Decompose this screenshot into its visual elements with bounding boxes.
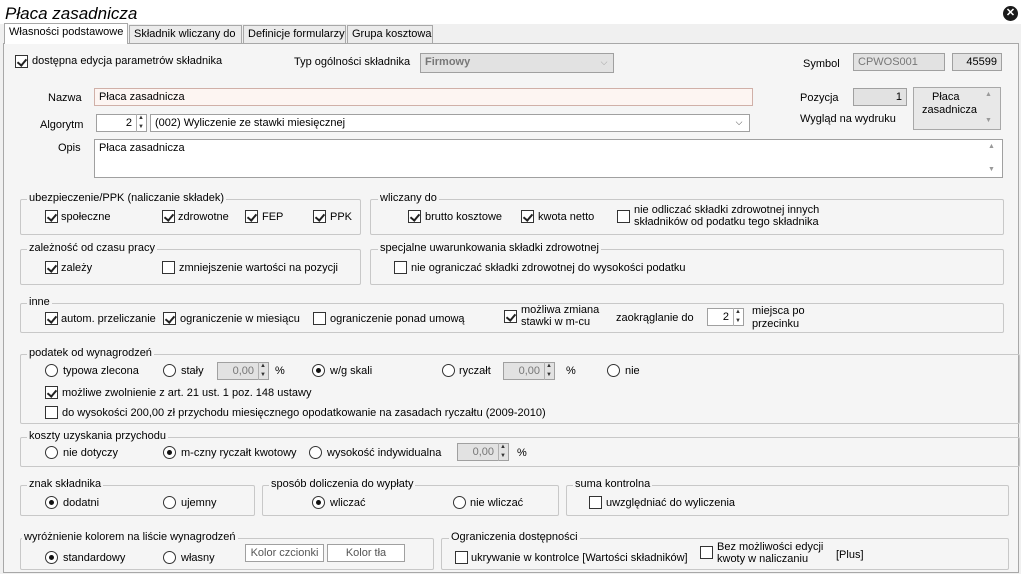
symbol-number <box>952 53 1002 71</box>
zdrowotne-checkbox[interactable] <box>162 210 175 223</box>
symbol-field <box>853 53 945 71</box>
nie-dotyczy-radio[interactable] <box>45 446 58 459</box>
nie-ograniczac-checkbox[interactable] <box>394 261 407 274</box>
fep-checkbox[interactable] <box>245 210 258 223</box>
bez-edycji-checkbox[interactable] <box>700 546 713 559</box>
typ-select[interactable] <box>420 53 614 73</box>
opis-value: Płaca zasadnicza <box>99 142 185 154</box>
dodatni-radio[interactable] <box>45 496 58 509</box>
ogr-mies-checkbox[interactable] <box>163 312 176 325</box>
title-bar <box>0 0 1021 24</box>
kolor-czcionki-label: Kolor czcionki <box>250 547 319 559</box>
close-icon[interactable]: ✕ <box>1003 6 1018 21</box>
zaokr-label: zaokrąglanie do <box>616 312 694 324</box>
ryczalt-radio[interactable] <box>442 364 455 377</box>
chevron-down-icon: ⌵ <box>735 117 743 127</box>
zaleznosc-title: zależność od czasu pracy <box>29 242 155 254</box>
nie-wliczac-radio[interactable] <box>453 496 466 509</box>
ograniczenia-title: Ograniczenia dostępności <box>451 531 578 543</box>
nie-odliczac-line-2: składników od podatku tego składnika <box>634 216 819 228</box>
nie-radio[interactable] <box>607 364 620 377</box>
spoleczne-label: społeczne <box>61 211 111 223</box>
typ-label: Typ ogólności składnika <box>294 56 411 68</box>
staly-spin-icon[interactable]: ▲ ▼ <box>258 362 267 380</box>
staly-value: 0,00 <box>232 365 254 377</box>
zmiana-checkbox[interactable] <box>504 310 517 323</box>
edit-label: dostępna edycja parametrów składnika <box>32 55 223 67</box>
ogr-mies-label: ograniczenie w miesiącu <box>180 313 300 325</box>
window-title: Płaca zasadnicza <box>5 4 138 23</box>
zmniejszenie-checkbox[interactable] <box>162 261 175 274</box>
ubezp-title: ubezpieczenie/PPK (naliczanie składek) <box>29 192 225 204</box>
koszty-pct: % <box>517 447 527 459</box>
suma-title: suma kontrolna <box>575 478 651 490</box>
miejsca-line-1: miejsca po <box>752 305 805 317</box>
autom-checkbox[interactable] <box>45 312 58 325</box>
brutto-label: brutto kosztowe <box>425 211 503 223</box>
wlasny-radio[interactable] <box>163 551 176 564</box>
bez-edycji-line-1: Bez możliwości edycji <box>717 541 824 553</box>
staly-pct: % <box>275 365 285 377</box>
wliczac-radio[interactable] <box>312 496 325 509</box>
zalezy-label: zależy <box>61 262 93 274</box>
typowa-radio[interactable] <box>45 364 58 377</box>
mczny-label: m-czny ryczałt kwotowy <box>181 447 297 459</box>
fep-label: FEP <box>262 211 284 223</box>
zdrowotne-label: zdrowotne <box>178 211 229 223</box>
typowa-label: typowa zlecona <box>63 365 139 377</box>
miejsca-label <box>752 305 805 331</box>
bez-edycji-line-2: kwoty w naliczaniu <box>717 553 809 565</box>
algorytm-value: (002) Wyliczenie ze stawki miesięcznej <box>155 117 346 129</box>
nazwa-label: Nazwa <box>48 92 82 104</box>
tab-definicje[interactable]: Definicje formularzy <box>243 25 346 43</box>
podatek-title: podatek od wynagrodzeń <box>29 347 152 359</box>
dodatni-label: dodatni <box>63 497 100 509</box>
nie-ograniczac-label: nie ograniczać składki zdrowotnej do wysokości podatku <box>411 262 686 274</box>
algorytm-select[interactable] <box>150 114 750 132</box>
wliczac-label: wliczać <box>330 497 366 509</box>
uwzgl-checkbox[interactable] <box>589 496 602 509</box>
kolor-tla-label: Kolor tła <box>345 547 387 559</box>
zmiana-line-1: możliwa zmiana <box>521 304 600 316</box>
opis-textarea[interactable] <box>94 139 1003 178</box>
tab-wlasnosci[interactable]: Własności podstawowe <box>4 23 128 44</box>
symbol-label: Symbol <box>803 58 840 70</box>
wyroznienie-title: wyróżnienie kolorem na liście wynagrodzeń <box>24 531 236 543</box>
wyglad-label: Wygląd na wydruku <box>800 113 896 125</box>
nazwa-input[interactable] <box>94 88 753 106</box>
chevron-down-icon: ⌵ <box>600 57 608 67</box>
do-wysokosci-checkbox[interactable] <box>45 406 58 419</box>
do-wysokosci-label: do wysokości 200,00 zł przychodu miesięcznego opodatkowanie na zasadach ryczałtu (2009-2010) <box>62 407 546 419</box>
zmniejszenie-label: zmniejszenie wartości na pozycji <box>179 262 338 274</box>
zmiana-label <box>521 304 599 328</box>
ujemny-radio[interactable] <box>163 496 176 509</box>
koszty-spin-icon[interactable]: ▲ ▼ <box>498 443 507 461</box>
standardowy-label: standardowy <box>63 552 126 564</box>
algorytm-label: Algorytm <box>40 119 84 131</box>
spoleczne-checkbox[interactable] <box>45 210 58 223</box>
algorytm-num: 2 <box>125 117 132 129</box>
ujemny-label: ujemny <box>181 497 217 509</box>
scroll-down-icon: ▼ <box>988 166 995 173</box>
wys-ind-radio[interactable] <box>309 446 322 459</box>
kolor-tla-button[interactable] <box>327 544 405 562</box>
ryczalt-value: 0,00 <box>518 365 540 377</box>
symbol-value: CPWOS001 <box>858 56 918 68</box>
scroll-up-icon: ▲ <box>988 143 995 150</box>
nie-odliczac-label <box>634 204 819 228</box>
nie-odliczac-line-1: nie odliczać składki zdrowotnej innych <box>634 204 820 216</box>
zaokr-spin-icon[interactable]: ▲ ▼ <box>733 308 742 326</box>
autom-label: autom. przeliczanie <box>61 313 156 325</box>
sposob-title: sposób doliczenia do wypłaty <box>271 478 414 490</box>
wys-ind-label: wysokość indywidualna <box>327 447 442 459</box>
opis-label: Opis <box>58 142 81 154</box>
scroll-up-icon: ▲ <box>985 91 992 98</box>
scroll-down-icon: ▼ <box>985 117 992 124</box>
nie-dotyczy-label: nie dotyczy <box>63 447 119 459</box>
staly-radio[interactable] <box>163 364 176 377</box>
nazwa-value: Płaca zasadnicza <box>99 91 185 103</box>
typ-value: Firmowy <box>425 56 471 68</box>
ryczalt-spin-icon[interactable]: ▲ ▼ <box>544 362 553 380</box>
wyglad-line-2: zasadnicza <box>922 104 978 116</box>
staly-label: stały <box>181 365 204 377</box>
uwzgl-label: uwzględniać do wyliczenia <box>606 497 736 509</box>
pozycja-value: 1 <box>895 91 902 103</box>
brutto-checkbox[interactable] <box>408 210 421 223</box>
zmiana-line-2: stawki w m-cu <box>521 316 591 328</box>
ukrywanie-checkbox[interactable] <box>455 551 468 564</box>
pozycja-field <box>853 88 907 106</box>
koszty-value: 0,00 <box>472 446 494 458</box>
ppk-label: PPK <box>330 211 353 223</box>
tab-grupa-kosztowa[interactable]: Grupa kosztowa <box>347 25 433 43</box>
ryczalt-label: ryczałt <box>459 365 491 377</box>
nie-wliczac-label: nie wliczać <box>470 497 524 509</box>
tab-skladnik-wliczany[interactable]: Składnik wliczany do <box>129 25 242 43</box>
zalezy-checkbox[interactable] <box>45 261 58 274</box>
kolor-czcionki-button[interactable] <box>245 544 324 562</box>
zwolnienie-checkbox[interactable] <box>45 386 58 399</box>
zaokr-value: 2 <box>722 311 729 323</box>
wg-skali-radio[interactable] <box>312 364 325 377</box>
miejsca-line-2: przecinku <box>752 318 800 330</box>
znak-title: znak składnika <box>29 478 102 490</box>
wg-skali-label: w/g skali <box>330 365 373 377</box>
ogr-umowa-label: ograniczenie ponad umową <box>330 313 465 325</box>
specjalne-title: specjalne uwarunkowania składki zdrowotnej <box>380 242 599 254</box>
pozycja-label: Pozycja <box>800 92 839 104</box>
koszty-title: koszty uzyskania przychodu <box>29 430 166 442</box>
netto-label: kwota netto <box>538 211 595 223</box>
symbol-num-value: 45599 <box>966 56 997 68</box>
netto-checkbox[interactable] <box>521 210 534 223</box>
bez-edycji-label <box>717 541 823 565</box>
plus-label: [Plus] <box>836 549 864 561</box>
ryczalt-pct: % <box>566 365 576 377</box>
wliczany-title: wliczany do <box>380 192 437 204</box>
wlasny-label: własny <box>181 552 215 564</box>
zwolnienie-label: możliwe zwolnienie z art. 21 ust. 1 poz. 148 ustawy <box>62 387 312 399</box>
mczny-radio[interactable] <box>163 446 176 459</box>
ppk-checkbox[interactable] <box>313 210 326 223</box>
ogr-umowa-checkbox[interactable] <box>313 312 326 325</box>
standardowy-radio[interactable] <box>45 551 58 564</box>
ukrywanie-label: ukrywanie w kontrolce [Wartości składników] <box>471 552 688 564</box>
nie-odliczac-checkbox[interactable] <box>617 210 630 223</box>
wyglad-line-1: Płaca <box>932 91 960 103</box>
inne-title: inne <box>29 296 50 308</box>
edit-checkbox[interactable] <box>15 55 28 68</box>
nie-label: nie <box>625 365 640 377</box>
algorytm-spin-icon[interactable]: ▲ ▼ <box>136 114 145 132</box>
